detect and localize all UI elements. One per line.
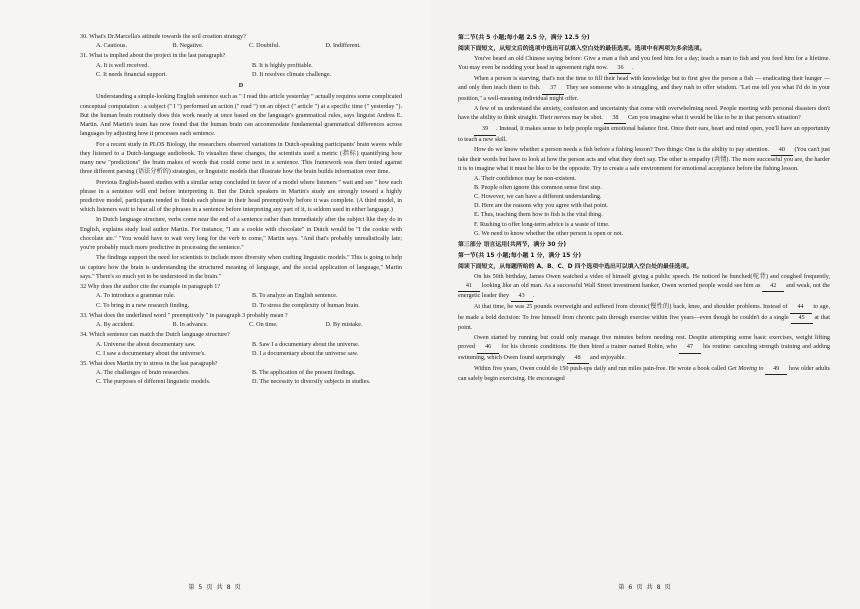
option-d: D. It resolves climate challenge. [252,71,332,78]
blank-43[interactable]: 43 [511,292,533,302]
blank-49[interactable]: 49 [765,365,787,375]
blank-38[interactable]: 38 [604,114,626,124]
passage-paragraph: Understanding a simple-looking English sentence such as " I read this article yesterday " actually requires some complicated conceptual computation : a subject (" I ") performed an action (" read ") on an object (" article ") at a specific time (" yesterday "). But the human brain routinely does this work nearly at once based on the language's grammatical rules, says linguist Andrea E. Martin. And Martin's team has now found that the human brain can accommodate fundamental grammatical differences across languages by adjusting how it processes each sentence. [80,94,402,138]
option-f: F. Rushing to offer long-term advice is a waste of time. [474,221,610,228]
option-c: C. To bring in a new research finding. [96,302,190,309]
paragraph-text: You've heard an old Chinese saying before: Give a man a fish and you feed him for a day; teach a man to fish and you feed him for a lifetime. You may even be nodding your head in agreement right now. [458,55,830,71]
option-b: B. In advance. [172,322,208,329]
question-options [80,292,402,310]
question-stem: 34. Which sentence can match the Dutch language structure? [80,332,230,339]
blank-45[interactable]: 45 [791,314,813,324]
paragraph-text: how older adults can safely begin exercising. He encouraged [458,365,830,383]
question-options [80,369,402,387]
passage-paragraph: For a recent study in PLOS Biology, the researchers observed variations in Dutch-speaking participants' brain waves while they listened to a Dutch-language audiobook. To visualize these changes, the scientists used a metric (指标) quantifying how many new "predictions" the brain makes of words that could come next in a sentence. This framework was then tested against three different parsing (语法分析的) strategies, or linguistic models that illustrate how the brain builds information over time. [80,141,402,176]
paragraph-text: Can you imagine what it would be like to be in that person's situation? [627,115,801,122]
section-heading: 第一节(共 15 小题;每小题 1 分，满分 15 分) [458,253,582,260]
section-label: D [238,83,244,90]
paragraph-text: to [758,365,764,372]
question-30 [80,33,402,51]
question-stem: 33. What does the underlined word " preemptively " in paragraph 3 probably mean ? [80,312,288,319]
blank-41[interactable]: 41 [458,282,480,292]
question-stem: 35. What does Martin try to stress in the last paragraph? [80,360,218,367]
option-b: B. Negative. [172,43,204,50]
paragraph-text: (You can't just take their words but have to look at how the person acts and what they don't say. The other is empathy (共情). The more successful you are, the harder it is to imagine what it must be like to be the opposite. Try to create a safe environment for emotional acceptance before the fishing lesson. [458,146,830,173]
part-heading: 第三部分 语言运用(共两节，满分 30 分) [458,242,567,249]
question-31 [80,52,402,80]
passage-paragraph: In Dutch language structure, verbs come near the end of a sentence rather than immediately after the subject like they do in English, explains study lead author Martin. For instance, "I ate a cookie with chocolate" in Dutch would be "I the cookie with chocolate ate." "You would have to wait very long for the verb to come," Martin says. "And that's probably unrealistically late; you're probably much more predictive in processing the sentence." [80,217,402,252]
question-stem: 31. What is implied about the project in the last paragraph? [80,53,226,60]
paragraph-text: A few of us understand the anxiety, confusion and uncertainty that come with overwhelming need. People meeting with personal disasters don't have the ability to think straight. Their nerves may be shot. [458,105,830,122]
blank-40[interactable]: 40 [771,146,793,156]
blank-39[interactable]: 39 [474,125,496,135]
paragraph-text: to age, he made a bold decision: To free himself from chronic pain through exercise within five years—even though he couldn't do a single [458,304,830,321]
blank-42[interactable]: 42 [762,282,784,292]
paragraph-text: Within five years, Owen could do 150 push-ups daily and run miles pain-free. He wrote a book called [474,365,727,372]
option-b: B. The application of the present findings. [252,370,356,377]
paragraph-text: for his chronic conditions. He then hired a trainer named Robin, who [501,344,677,351]
blank-36[interactable]: 36 [609,64,631,74]
option-a: A. The challenges of brain researches. [96,370,190,377]
book-title: Get Moving [727,365,758,372]
passage-paragraph [458,303,830,333]
option-g: G. We need to know whether the other person is open or not. [474,230,624,237]
option-a: A. Universe the about documentary saw. [96,341,196,348]
blank-44[interactable]: 44 [790,303,812,313]
question-stem: 30. What's Dr.Marcella's attitude towards the soil creation strategy? [80,34,246,40]
answer-options [458,175,830,240]
question-options [80,341,402,359]
option-a: A. By accident. [96,322,135,329]
option-d: D. Indifferent. [325,43,361,50]
paragraph-text: How do we know whether a person needs a fish before a fishing lesson? Two things: One is the ability to pay attention. [474,146,770,153]
paragraph-text: looking like an old man. As a successful Wall Street investment banker, Owen worried people would see him as [481,282,761,289]
question-options [80,42,402,51]
option-a: A. It is well received. [96,62,149,69]
option-d: D. Here are the reasons why you agree with that point. [474,203,609,210]
option-c: C. I saw a documentary about the universe's. [96,350,206,357]
passage-paragraph [458,334,830,364]
passage-paragraph: Previous English-based studies with a similar setup concluded in favor of a model where listeners " wait and see " how each phrase in a sentence will end before interpreting it. But the Dutch speakers in Martin's study are strongly toward a highly predictive model, participants tended to finish each phrase in their head preemptively before it was complete. (A third model, in which listeners wait to hear all of the phrases in a sentence before interpreting any part of it, is seldom used in either language.) [80,179,402,214]
paragraph-text: They see someone who is struggling, and they rush to offer wisdom. "Let me tell you what I'd do in your position," a well-meaning individual might offer. [458,85,830,102]
passage-paragraph [458,75,830,104]
option-d: D. The necessity to diversify subjects in studies. [252,379,371,386]
section-instruction: 阅读下面短文，从短文后的选项中选出可以填入空白处的最佳选项。选项中有两项为多余选项。 [458,45,706,52]
passage-paragraph: 39 . Instead, it makes sense to help people regain emotional balance first. Once their ears, heart and mind open, you'll have an opportunity to teach a new skill. [458,126,830,143]
question-options [80,321,402,330]
paragraph-text: On his 50th birthday, James Owen watched a video of himself giving a public speech. He noticed he hunched(驼背) and coughed frequently, [474,273,830,280]
option-c: C. Doubtful. [249,43,280,50]
paragraph-text: Owen started by running but could only manage five minutes before needing rest. Despite attempting some basic exercises, weight lifting proved [458,335,830,351]
paragraph-text: At that time, he was 25 pounds overweight and suffered from chronic(慢性的) back, knee, and shoulder problems. Instead of [474,304,788,311]
passage-paragraph [458,105,830,124]
option-b: B. Saw I a documentary about the universe. [252,341,360,348]
option-b: B. To analyze an English sentence. [252,293,338,300]
paragraph-text: his routine: canceling strength training and adding swimming, which Owen found surprisingly [458,344,830,361]
blank-47[interactable]: 47 [679,343,701,353]
option-e: E. Thus, teaching them how to fish is the vital thing. [474,212,603,219]
section-instruction: 阅读下面短文，从每题所给的 A、B、C、D 四个选项中选出可以填入空白处的最佳选项。 [458,263,693,270]
question-33 [80,312,402,330]
option-c: C. The purposes of different linguistic models. [96,379,211,386]
option-a: A. Their confidence may be non-existent. [474,175,577,182]
page-footer: 第 6 页 共 8 页 [618,583,672,591]
question-stem: 32 Why does the author cite the example in paragraph 1? [80,284,221,291]
paragraph-text: and weak, not the energetic leader they [458,282,831,300]
passage-paragraph: The findings support the need for scientists to include more diversity when crafting linguistic models." This is going to help us capture how the brain is understanding the structured meaning of language, and the social application of language," Martin says." There's so much yet to be understood in the brain." [80,255,402,280]
option-d: D. I a documentary about the universe saw. [252,350,359,357]
option-b: B. People often ignore this common sense first step. [474,184,602,191]
option-d: D. By mistake. [325,322,363,329]
blank-48[interactable]: 48 [567,354,589,364]
option-c: C. However, we can have a different understanding. [474,194,602,200]
option-a: A. To introduce a grammar rule. [96,293,176,300]
passage-paragraph: On his 50th birthday, James Owen watched a video of himself giving a public speech. He noticed he hunched(驼背) and coughed frequently, 41 looking like an old man. As a successful Wall Street investment banker, Owen worried people would see him as 42 and weak, not the energetic leader they 43 . [458,273,830,303]
paragraph-text: Instead, it makes sense to help people regain emotional balance first. Once their ears, heart and mind open, you'll have an opportunity to teach a new skill. [458,126,830,143]
question-32 [80,283,402,311]
option-b: B. It is highly profitable. [252,62,313,69]
paragraph-text: and enjoyable. [590,354,626,361]
option-a: A. Cautious. [96,43,127,50]
paragraph-text: When a person is starving, that's not the time to fill their head with knowledge but to first give the person a fish — eradicating their hunger — and only then teach them to fish. [458,76,830,92]
blank-37[interactable]: 37 [542,84,564,94]
passage-paragraph [458,146,830,175]
question-34 [80,331,402,359]
question-35 [80,360,402,388]
passage-paragraph: You've heard an old Chinese saying before: Give a man a fish and you feed him for a day; teach a man to fish and you feed him for a lifetime. You may even be nodding your head in agreement right now. 36 . [458,55,830,74]
section-heading: 第二节(共 5 小题;每小题 2.5 分，满分 12.5 分) [458,35,590,41]
option-d: D. To stress the complexity of human brain. [252,302,360,309]
passage-paragraph [458,365,830,384]
right-page [430,0,860,609]
option-c: C. It needs financial support. [96,71,167,78]
page-footer: 第 5 页 共 8 页 [188,583,242,591]
option-c: C. On time. [249,322,278,329]
blank-46[interactable]: 46 [477,343,499,353]
paragraph-text: at that point. [458,314,830,331]
question-options [80,62,402,80]
